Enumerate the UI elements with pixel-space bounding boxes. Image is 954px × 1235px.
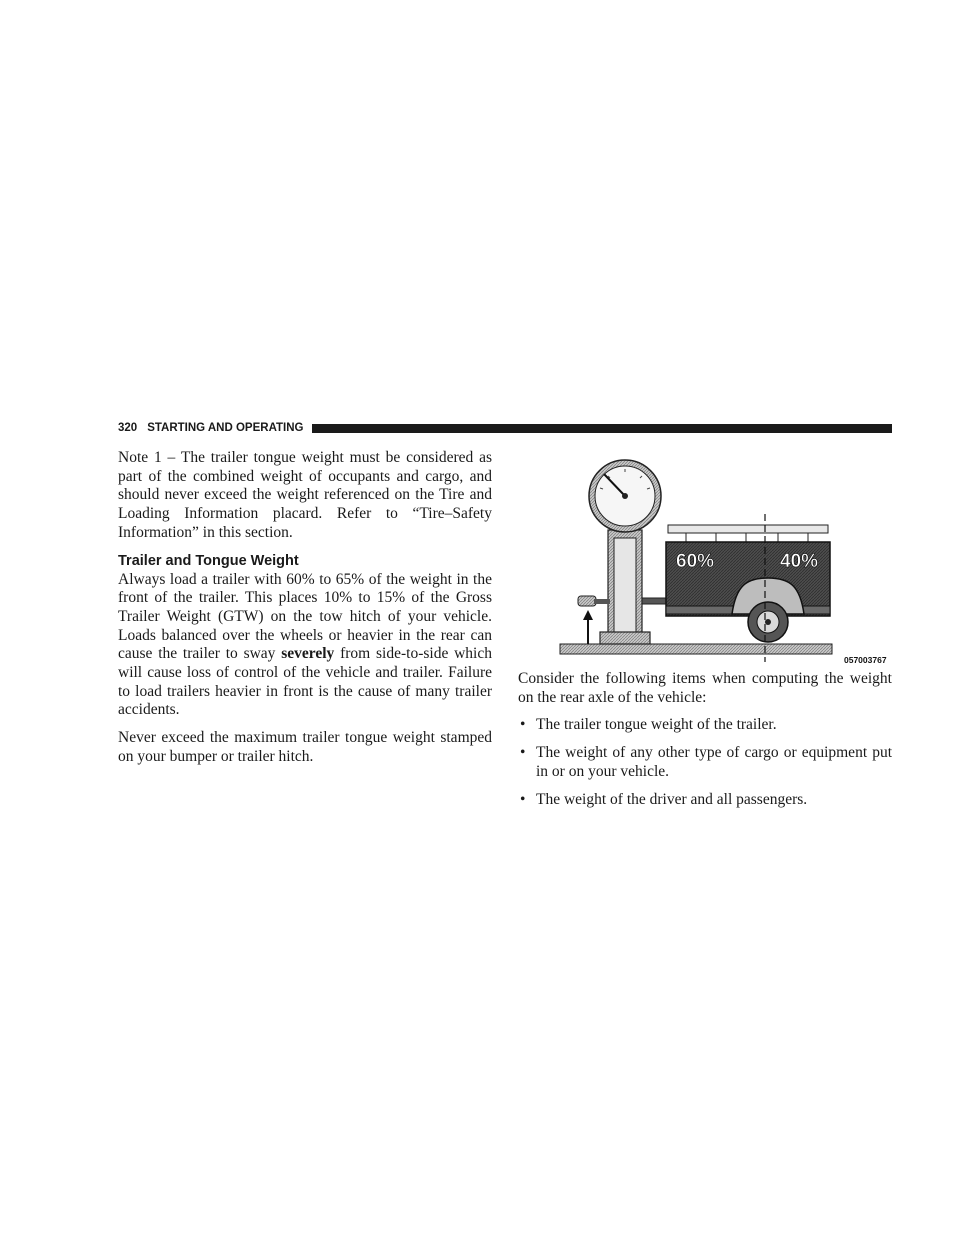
list-item-text: The weight of any other type of cargo or equipment put in or on your vehicle. — [536, 744, 892, 780]
page-number: 320 — [118, 422, 138, 434]
loading-text-bold: severely — [281, 645, 335, 663]
bullet-icon: • — [520, 716, 526, 734]
list-item-text: The trailer tongue weight of the trailer. — [536, 716, 777, 734]
list-item-text: The weight of the driver and all passengers. — [536, 790, 808, 808]
right-column — [518, 670, 892, 818]
loading-text-2: from side-to-side which will cause loss of control of the vehicle and trailer. Failure to load trailers heavier in front is the cause of many trailer accidents. — [118, 645, 492, 719]
list-item — [518, 744, 892, 781]
note-paragraph: Note 1 – The trailer tongue weight must be considered as part of the combined weight of occupants and cargo, and should never exceed the weight referenced on the Tire and Loading Information placard. Refer to “Tire–Safety Information” in this section. — [118, 449, 492, 541]
page-header — [118, 420, 892, 436]
tongue-weight-paragraph: Never exceed the maximum trailer tongue weight stamped on your bumper or trailer hitch. — [118, 729, 492, 765]
section-title: STARTING AND OPERATING — [147, 422, 304, 434]
bullet-icon: • — [520, 744, 526, 762]
front-percent-label: 60% — [676, 551, 715, 572]
rear-axle-list — [518, 716, 892, 809]
list-item — [518, 791, 892, 810]
trailer-weight-illustration — [556, 458, 892, 670]
ground-strip — [560, 644, 832, 654]
rear-percent-label: 40% — [780, 551, 819, 572]
list-item — [518, 716, 892, 735]
subheading: Trailer and Tongue Weight — [118, 552, 299, 569]
rear-axle-intro: Consider the following items when computing the weight on the rear axle of the vehicle: — [518, 670, 892, 706]
loading-paragraph — [118, 571, 492, 721]
scale-gauge-icon — [589, 460, 661, 644]
header-rule — [312, 424, 893, 433]
figure-code: 057003767 — [844, 655, 887, 665]
trailer-icon — [666, 525, 830, 642]
loading-text-1: Always load a trailer with 60% to 65% of the weight in the front of the trailer. This places 10% to 15% of the Gross Trailer Weight (GTW) on the tow hitch of your vehicle. Loads balanced over the wheels or heavier in the rear can cause the trailer to sway — [118, 570, 492, 663]
left-column — [118, 449, 492, 776]
bullet-icon: • — [520, 790, 526, 808]
